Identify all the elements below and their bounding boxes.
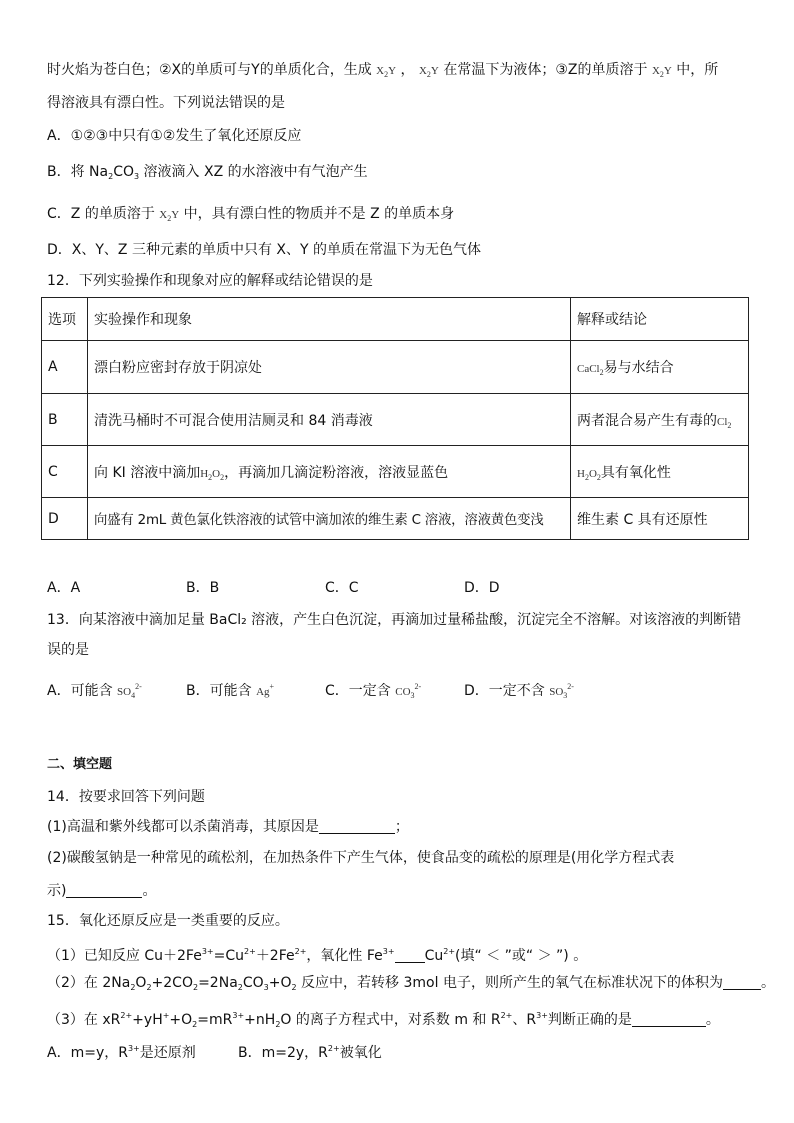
row-label: A xyxy=(42,341,88,394)
q11-text: 在常温下为液体；③Z的单质溶于 xyxy=(443,62,648,78)
row-label: C xyxy=(42,446,88,498)
q11-text: 中，所 xyxy=(676,62,719,78)
q12-option-c: C．C xyxy=(325,580,359,596)
q11-line2: 得溶液具有漂白性。下列说法错误的是 xyxy=(47,95,285,111)
header-operation: 实验操作和现象 xyxy=(88,298,571,341)
formula-x2y: $X_2Y$ xyxy=(418,65,439,79)
q13-option-c: C．一定含 $CO_3^{2-}$ xyxy=(325,682,422,700)
table-row xyxy=(42,498,749,540)
row-operation: 向 KI 溶液中滴加$H_2O_2$，再滴加几滴淀粉溶液，溶液显蓝色 xyxy=(88,446,571,498)
q12-option-a: A．A xyxy=(47,580,81,596)
q15-part3: （3）在 $xR^{2+}+yH^++O_2=mR^{3+}+nH_2O$ 的离子方程式中，对系数 m 和 $R^{2+}$、$R^{3+}$判断正确的是 。 xyxy=(47,1011,720,1029)
row-conclusion: 维生素 C 具有还原性 xyxy=(571,498,749,540)
ion-so3: $SO_3^{2-}$ xyxy=(549,682,574,700)
formula-h2o2: $H_2O_2$ xyxy=(200,467,225,482)
q14-stem: 14．按要求回答下列问题 xyxy=(47,789,205,805)
q13-option-a: A．可能含 $SO_4^{2-}$ xyxy=(47,682,142,700)
header-option: 选项 xyxy=(42,298,88,341)
table-row xyxy=(42,341,749,394)
q11-option-a: A．①②③中只有①②发生了氧化还原反应 xyxy=(47,128,302,144)
table-row xyxy=(42,394,749,446)
section-title: 二、填空题 xyxy=(47,757,113,772)
row-conclusion: CaCl$_2$易与水结合 xyxy=(571,341,749,394)
row-operation: 清洗马桶时不可混合使用洁厕灵和 84 消毒液 xyxy=(88,394,571,446)
formula-h2o2: $H_2O_2$ xyxy=(577,467,601,482)
row-label: D xyxy=(42,498,88,540)
row-operation: 漂白粉应密封存放于阴凉处 xyxy=(88,341,571,394)
q11-text: ， xyxy=(400,62,415,78)
answer-blank[interactable] xyxy=(66,883,142,898)
row-operation: 向盛有 2mL 黄色氯化铁溶液的试管中滴加浓的维生素 C 溶液，溶液黄色变浅 xyxy=(88,498,571,540)
q15-part2: （2）在 $2Na_2O_2+2CO_2=2Na_2CO_3+O_2$ 反应中，若转移 3mol 电子，则所产生的氧气在标准状况下的体积为 。 xyxy=(47,975,775,992)
q15-option-b: B．m=2y，$R^{2+}$被氧化 xyxy=(238,1044,382,1061)
answer-blank[interactable] xyxy=(723,975,761,990)
q14-part2-line1: (2)碳酸氢钠是一种常见的疏松剂，在加热条件下产生气体，使食品变的疏松的原理是(用化学方程式表 xyxy=(47,850,675,866)
ion-so4: $SO_4^{2-}$ xyxy=(117,682,142,700)
q11-option-c: C．Z 的单质溶于 $X_2Y$ 中，具有漂白性的物质并不是 Z 的单质本身 xyxy=(47,206,455,223)
q11-line1 xyxy=(47,60,718,85)
table-header-row xyxy=(42,298,749,341)
table-row xyxy=(42,446,749,498)
q13-option-b: B．可能含 Ag+ xyxy=(186,682,275,699)
formula-x2y: $X_2Y$ xyxy=(159,209,180,223)
q15-stem: 15．氧化还原反应是一类重要的反应。 xyxy=(47,913,289,929)
formula-cacl2: CaCl$_2$ xyxy=(577,363,604,377)
q12-stem: 12．下列实验操作和现象对应的解释或结论错误的是 xyxy=(47,273,373,289)
ion-ag: Ag+ xyxy=(256,682,275,698)
answer-blank[interactable] xyxy=(632,1012,706,1027)
answer-blank[interactable] xyxy=(319,819,395,834)
row-label: B xyxy=(42,394,88,446)
q13-option-d: D．一定不含 $SO_3^{2-}$ xyxy=(464,682,574,700)
q15-part1: （1）已知反应 $Cu+2Fe^{3+}=Cu^{2+}+2Fe^{2+}$，氧化性 $Fe^{3+}$ $Cu^{2+}$(填“ ＜ ”或“ ＞ ”) 。 xyxy=(47,947,588,964)
q14-part1: (1)高温和紫外线都可以杀菌消毒，其原因是 ； xyxy=(47,819,409,835)
ion-co3: $CO_3^{2-}$ xyxy=(395,682,422,700)
row-conclusion: $H_2O_2$具有氧化性 xyxy=(571,446,749,498)
q13-line1: 13．向某溶液中滴加足量 BaCl₂ 溶液，产生白色沉淀，再滴加过量稀盐酸，沉淀完全不溶解。对该溶液的判断错 xyxy=(47,612,742,628)
answer-blank[interactable] xyxy=(395,948,425,963)
q15-option-a: A．m=y，$R^{3+}$是还原剂 xyxy=(47,1044,196,1061)
formula-x2y: $X_2Y$ xyxy=(651,65,672,79)
q14-part2-line2: 示) 。 xyxy=(47,883,157,899)
row-conclusion: 两者混合易产生有毒的$Cl_2$ xyxy=(571,394,749,446)
formula-cl2: $Cl_2$ xyxy=(717,415,732,430)
q12-option-d: D．D xyxy=(464,580,500,596)
q12-option-b: B．B xyxy=(186,580,220,596)
q11-text: 时火焰为苍白色；②X的单质可与Y的单质化合，生成 xyxy=(47,62,372,78)
q13-line2: 误的是 xyxy=(47,642,89,658)
q11-option-b: B．将 $Na_2CO_3$ 溶液滴入 XZ 的水溶液中有气泡产生 xyxy=(47,164,368,181)
q12-table xyxy=(41,297,749,540)
header-conclusion: 解释或结论 xyxy=(571,298,749,341)
q11-option-d: D．X、Y、Z 三种元素的单质中只有 X、Y 的单质在常温下为无色气体 xyxy=(47,242,482,258)
formula-x2y: $X_2Y$ xyxy=(376,65,397,79)
